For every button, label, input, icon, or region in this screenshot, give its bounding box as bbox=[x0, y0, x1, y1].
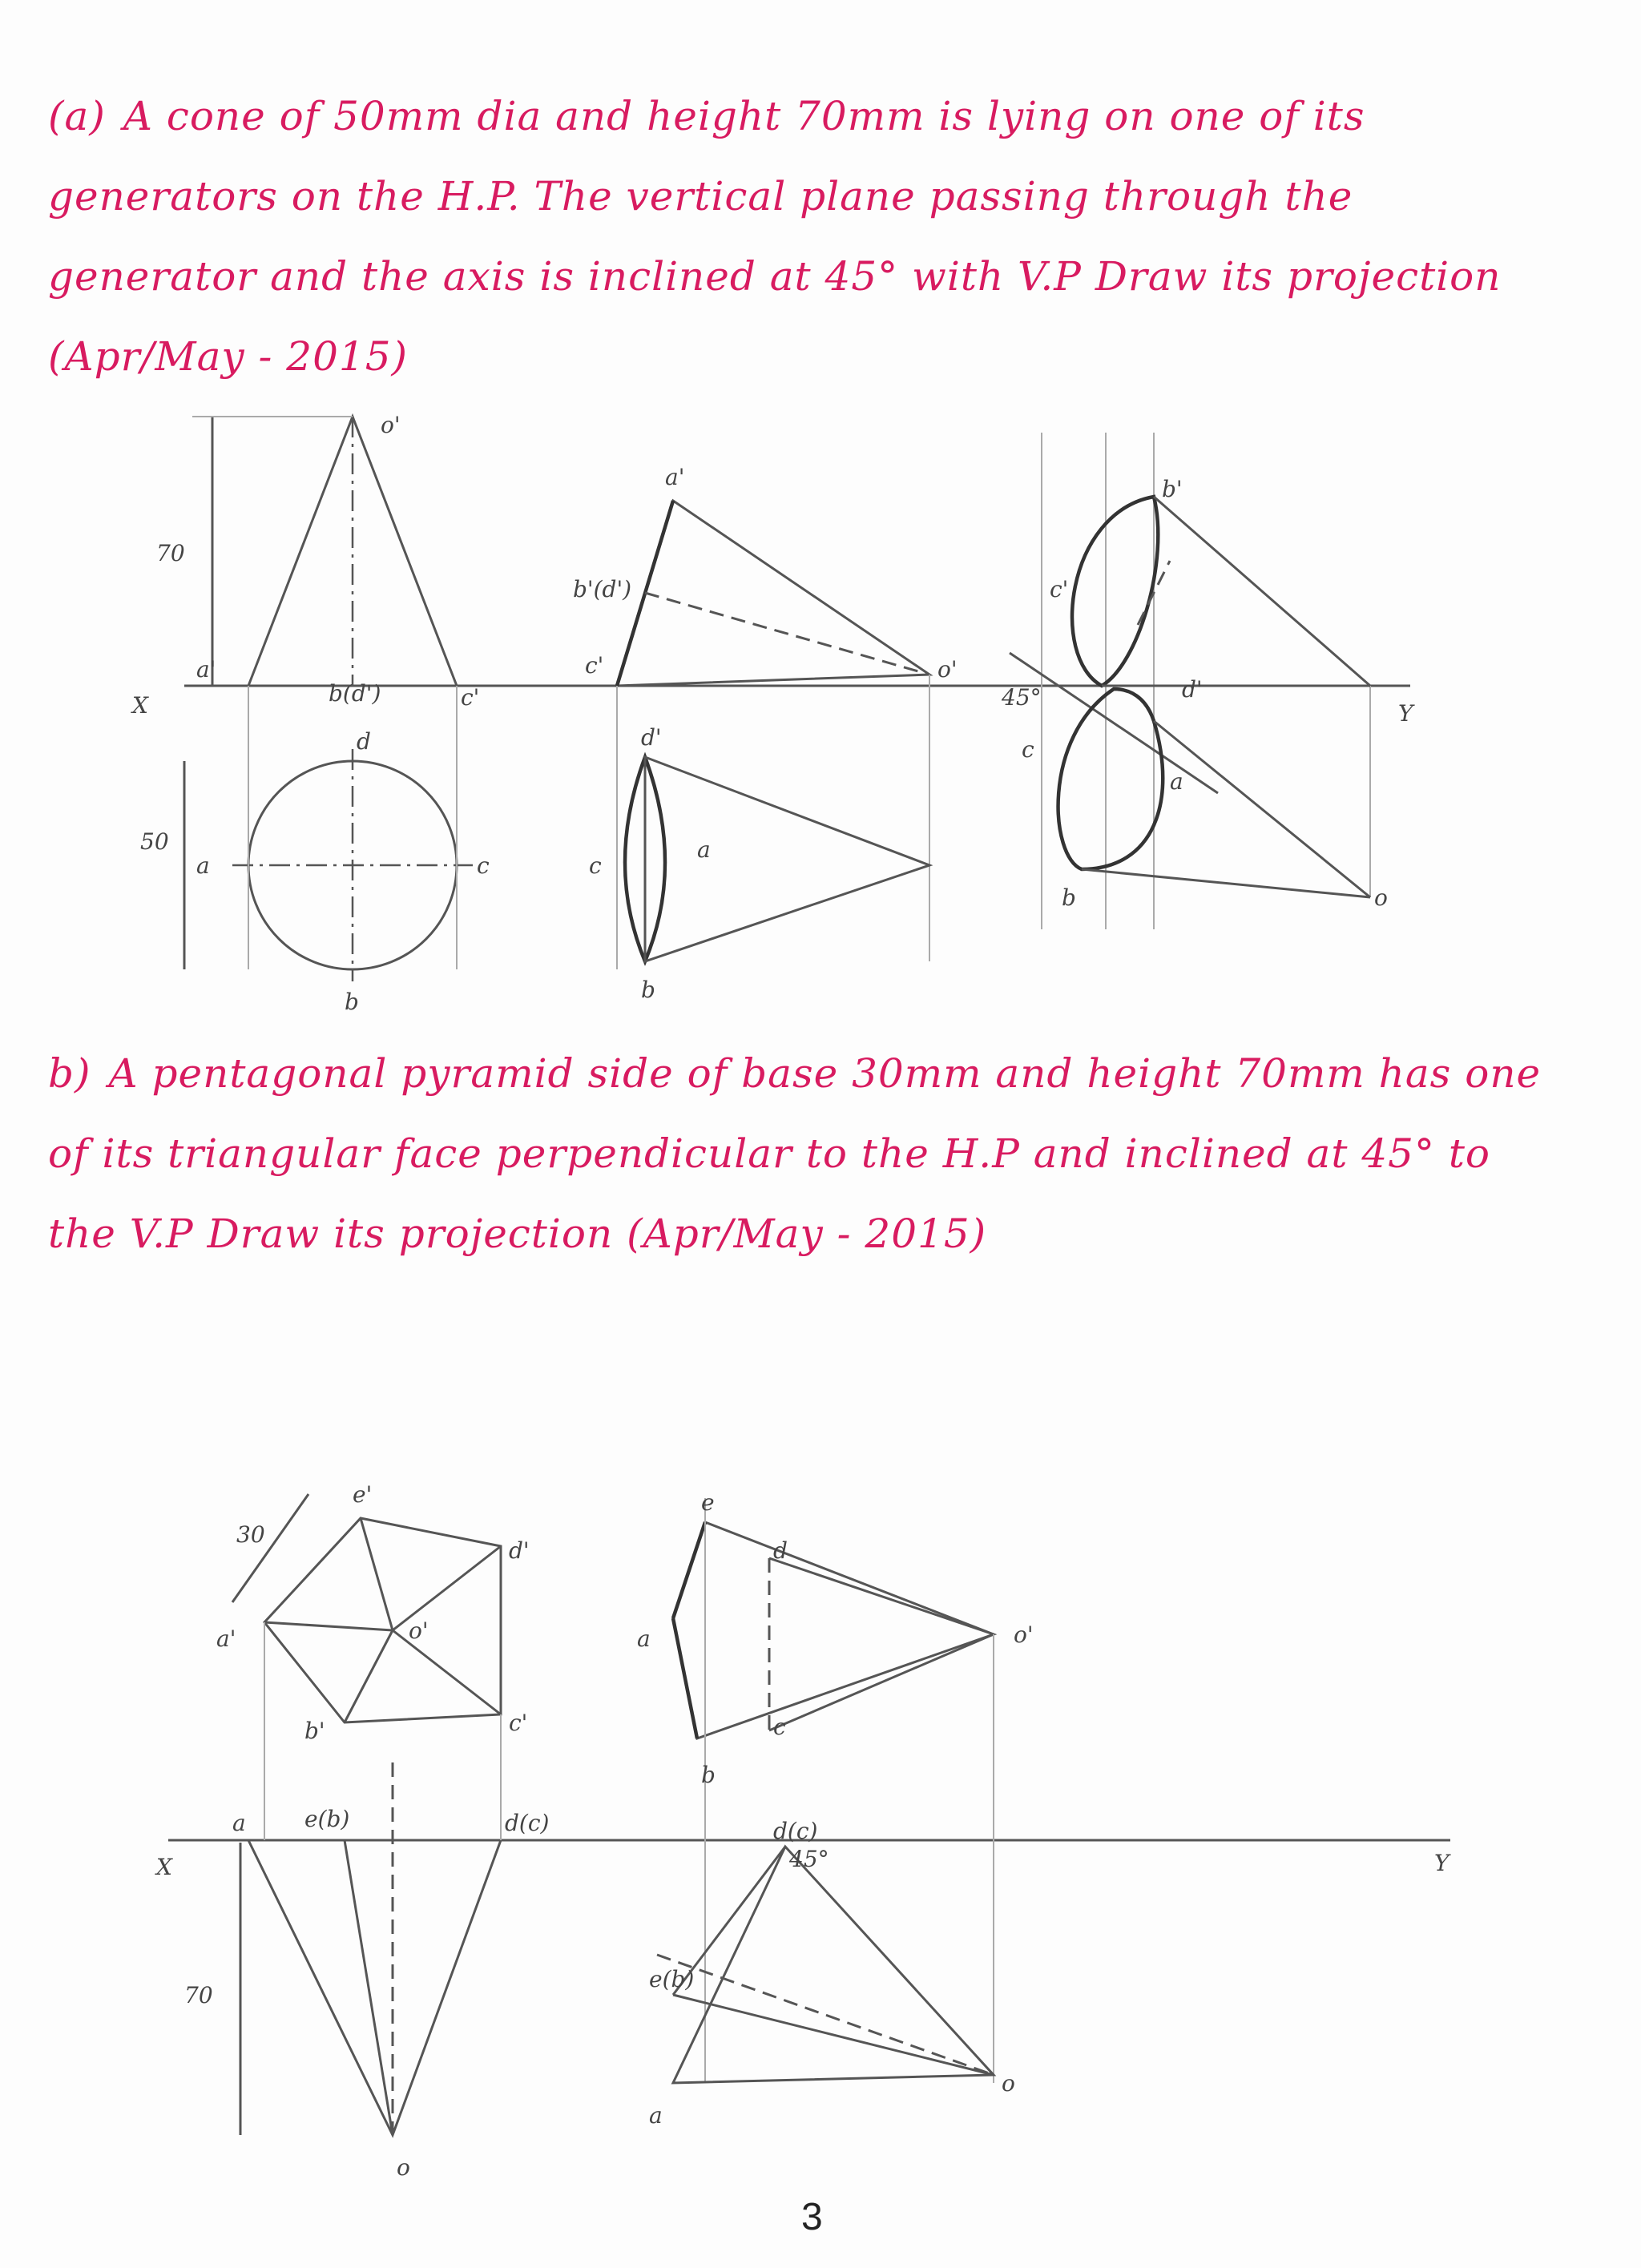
label-b-1: b bbox=[345, 989, 359, 1015]
label-eb-b2: e(b) bbox=[649, 1966, 695, 1992]
pyramid-front-edge-2b bbox=[673, 1618, 697, 1738]
pyramid-top-edge-2b bbox=[673, 1995, 994, 2075]
label-c-prime-1: c' bbox=[461, 684, 480, 711]
label-a-prime-b1: a' bbox=[216, 1625, 236, 1652]
final-base-ellipse-top bbox=[1058, 689, 1163, 869]
label-c-prime-2: c' bbox=[585, 652, 604, 679]
label-d-b2: d bbox=[773, 1537, 788, 1564]
label-eb-b1: e(b) bbox=[304, 1806, 350, 1832]
label-bd-2: b'(d') bbox=[573, 576, 632, 602]
cone-drawing bbox=[131, 412, 1415, 1015]
label-a-b2: a bbox=[637, 1625, 651, 1652]
pyramid-top-view-1 bbox=[248, 1840, 501, 2135]
pentagon-edge-5 bbox=[264, 1622, 393, 1630]
page-number: 3 bbox=[801, 2196, 823, 2238]
pentagon-edge-1 bbox=[361, 1518, 393, 1630]
final-generator-top bbox=[1154, 497, 1370, 686]
label-y-a: Y bbox=[1398, 700, 1413, 727]
label-o-b1: o bbox=[397, 2154, 410, 2181]
label-a-1: a bbox=[196, 852, 210, 879]
pyramid-front-edge-2a bbox=[673, 1522, 705, 1618]
label-c-2: c bbox=[589, 852, 602, 879]
label-d-prime-b1: d' bbox=[509, 1537, 530, 1564]
label-c-prime-3: c' bbox=[1050, 576, 1069, 602]
label-dc-b1: d(c) bbox=[505, 1810, 550, 1836]
label-d-prime-2: d' bbox=[641, 724, 662, 751]
label-b-b2: b bbox=[701, 1762, 716, 1788]
label-e-b2: e bbox=[701, 1489, 715, 1516]
label-dc-b2: d(c) bbox=[773, 1818, 818, 1844]
final-top-generator-2 bbox=[1082, 869, 1370, 897]
dim-30: 30 bbox=[236, 1521, 265, 1548]
pyramid-front-edge-2d bbox=[769, 1634, 994, 1730]
cone-top-view bbox=[645, 757, 929, 961]
label-b-2: b bbox=[641, 977, 655, 1003]
label-o-prime-2: o' bbox=[937, 656, 958, 683]
label-bd-1: b(d') bbox=[329, 680, 381, 707]
problem-b-label: b) bbox=[48, 1050, 91, 1097]
label-b-3: b bbox=[1062, 884, 1076, 911]
label-a-prime-1: a' bbox=[196, 656, 216, 683]
label-b-prime-3: b' bbox=[1162, 476, 1183, 502]
label-o-prime-1: o' bbox=[381, 412, 401, 438]
label-a-b1: a bbox=[232, 1810, 246, 1836]
label-d-1: d bbox=[357, 728, 371, 755]
dim-50-a: 50 bbox=[140, 828, 169, 855]
label-a-3: a bbox=[1170, 768, 1183, 795]
pyramid-front-view-2 bbox=[673, 1522, 994, 1738]
label-o-prime-b1: o' bbox=[409, 1617, 429, 1644]
label-o-b2: o bbox=[1002, 2070, 1015, 2097]
pyramid-drawing bbox=[155, 1481, 1451, 2181]
pyramid-top-view-2 bbox=[673, 1847, 994, 2083]
final-top-generator-1 bbox=[1154, 721, 1370, 897]
pyramid-top-edge-1 bbox=[345, 1840, 393, 2135]
angle-45-label-a: 45° bbox=[1002, 684, 1042, 711]
angle-45-label-b: 45° bbox=[789, 1846, 829, 1872]
pyramid-pentagon-front bbox=[264, 1518, 501, 1722]
problem-a-label: (a) bbox=[48, 93, 106, 139]
dim-70-b: 70 bbox=[184, 1982, 213, 2008]
problem-b-text: A pentagonal pyramid side of base 30mm and height 70mm has one of its triangular face perpendicular to the H.P and inclined at 45° to the V.P Draw its projection (Apr/May - 2015) bbox=[48, 1050, 1542, 1257]
label-b-prime-b1: b' bbox=[304, 1718, 325, 1744]
label-c-prime-b1: c' bbox=[509, 1710, 528, 1736]
pentagon-edge-4 bbox=[345, 1630, 393, 1722]
label-y-b: Y bbox=[1434, 1850, 1449, 1876]
label-x-a: X bbox=[132, 692, 148, 719]
problem-a-text: A cone of 50mm dia and height 70mm is lying on one of its generators on the H.P. The vertical plane passing through the generator and the axis is inclined at 45° with V.P Draw its projection (Apr/May - 2015) bbox=[48, 93, 1502, 380]
label-d-prime-3: d' bbox=[1182, 676, 1203, 703]
label-e-prime-b1: e' bbox=[353, 1481, 373, 1508]
label-x-b: X bbox=[156, 1854, 172, 1880]
label-c-b2: c bbox=[773, 1714, 786, 1740]
label-a-b3: a bbox=[649, 2102, 663, 2129]
label-a-2: a bbox=[697, 836, 711, 863]
label-o-prime-b2: o' bbox=[1014, 1621, 1034, 1648]
hidden-generator-2 bbox=[645, 593, 929, 675]
pyramid-top-hidden-2 bbox=[657, 1955, 994, 2075]
label-c-3: c bbox=[1022, 736, 1034, 763]
label-c-1: c bbox=[477, 852, 490, 879]
label-a-prime-2: a' bbox=[665, 464, 685, 490]
dim-70-a: 70 bbox=[156, 540, 185, 566]
final-base-ellipse-front bbox=[1072, 497, 1158, 686]
pyramid-front-edge-2c bbox=[769, 1558, 994, 1634]
label-o-3: o bbox=[1374, 884, 1388, 911]
